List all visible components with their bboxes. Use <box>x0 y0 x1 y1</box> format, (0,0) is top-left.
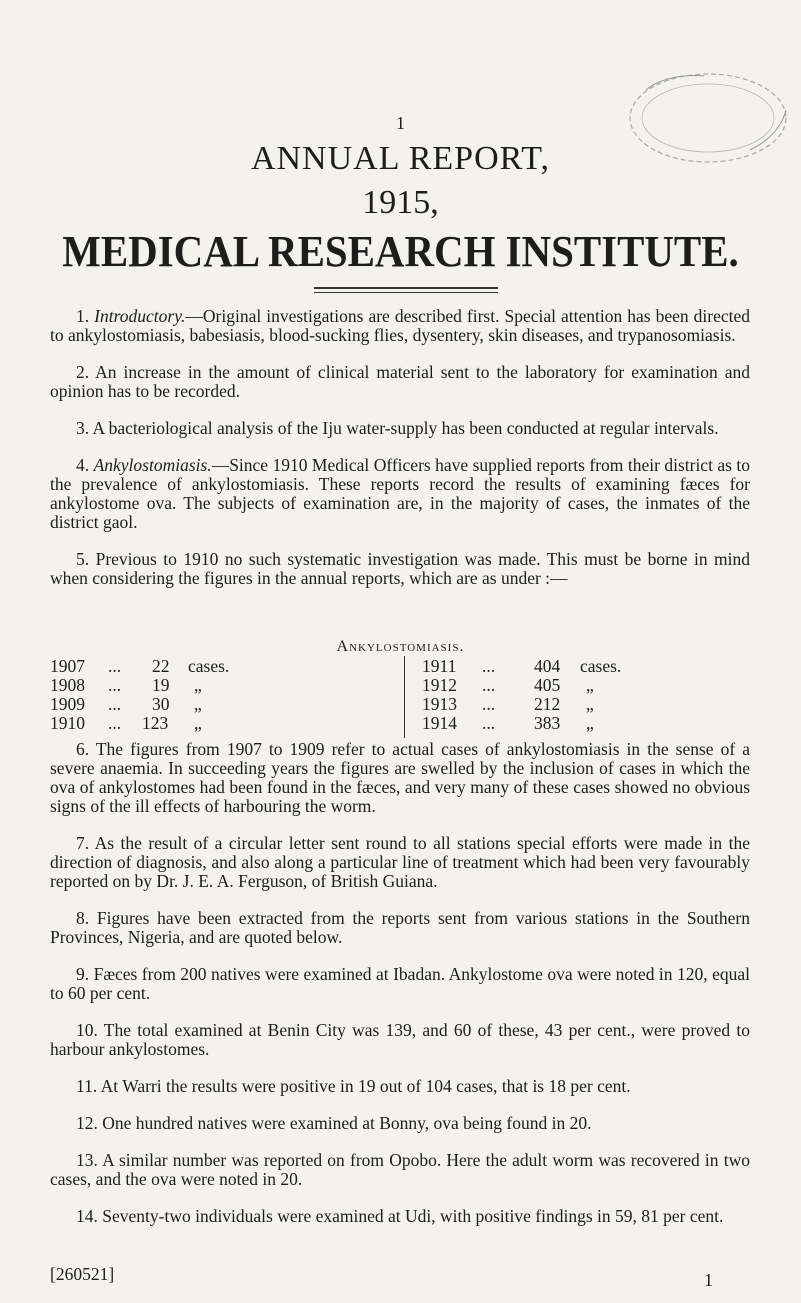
footer-page-number: 1 <box>704 1270 713 1290</box>
table-caption: Ankylostomiasis. <box>336 638 465 655</box>
paragraph: 5. Previous to 1910 no such systematic investigation was made. This must be borne in mind when considering the figures in the annual reports, which are as under :— <box>50 549 751 588</box>
paragraph: 14. Seventy-two individuals were examined at Udi, with positive findings in 59, 81 per cent. <box>76 1206 724 1226</box>
paragraph: 9. Fæces from 200 natives were examined at Ibadan. Ankylostome ova were noted in 120, equal to 60 per cent. <box>50 964 750 1003</box>
body-section-1 <box>50 307 750 588</box>
paragraph: 3. A bacteriological analysis of the Iju water-supply has been conducted at regular intervals. <box>76 418 719 438</box>
paragraph: 13. A similar number was reported on from Opobo. Here the adult worm was recovered in two cases, and the ova were noted in 20. <box>50 1150 750 1189</box>
paragraph: 11. At Warri the results were positive in 19 out of 104 cases, that is 18 per cent. <box>76 1076 631 1096</box>
paragraph: 2. An increase in the amount of clinical material sent to the laboratory for examination and opinion has to be recorded. <box>50 362 750 401</box>
body-section-2 <box>50 740 750 1226</box>
paragraph: 10. The total examined at Benin City was 139, and 60 of these, 43 per cent., were proved to harbour ankylostomes. <box>50 1020 750 1059</box>
document-code: [260521] <box>50 1264 115 1284</box>
title-rule-thick <box>314 287 498 289</box>
ankylostomiasis-table: 1907 ... 22 cases. 1908 ... 19 „ 1909 ... 30 „ 1910 ... 123 „ 1911 ... 404 cases. 1912 ... 405 „ 1913 ... 212 „ 1914 ... 383 „ <box>50 656 750 736</box>
report-year: 1915, <box>362 184 439 221</box>
institute-name: MEDICAL RESEARCH INSTITUTE. <box>62 227 739 276</box>
paragraph: 1. Introductory.—Original investigations are described first. Special attention has been directed to ankylostomiasis, babesiasis, blood-sucking flies, dysentery, skin diseases, and trypanosomiasis. <box>50 306 751 345</box>
title-rule-thin <box>314 292 498 293</box>
report-title: ANNUAL REPORT, <box>250 140 551 177</box>
page-number: 1 <box>396 113 405 133</box>
paragraph: 4. Ankylostomiasis.—Since 1910 Medical Officers have supplied reports from their district as to the prevalence of ankylostomiasis. These reports record the results of examining fæces for ankylostome ova. The subjects of examination are, in the majority of cases, the inmates of the district gaol. <box>50 455 750 532</box>
table-divider <box>404 656 405 738</box>
paragraph: 6. The figures from 1907 to 1909 refer to actual cases of ankylostomiasis in the sense of a severe anaemia. In succeeding years the figures are swelled by the inclusion of cases in which the ova of ankylostomes had been found in the fæces, and very many of these cases showed no obvious signs of the ill effects of harbouring the worm. <box>50 739 750 816</box>
paragraph: 8. Figures have been extracted from the reports sent from various stations in the Southern Provinces, Nigeria, and are quoted below. <box>50 908 751 947</box>
paragraph: 12. One hundred natives were examined at Bonny, ova being found in 20. <box>76 1113 592 1133</box>
paragraph: 7. As the result of a circular letter sent round to all stations special efforts were made in the direction of diagnosis, and also along a particular line of treatment which had been very favourably reported on by Dr. J. E. A. Ferguson, of British Guiana. <box>50 833 750 891</box>
